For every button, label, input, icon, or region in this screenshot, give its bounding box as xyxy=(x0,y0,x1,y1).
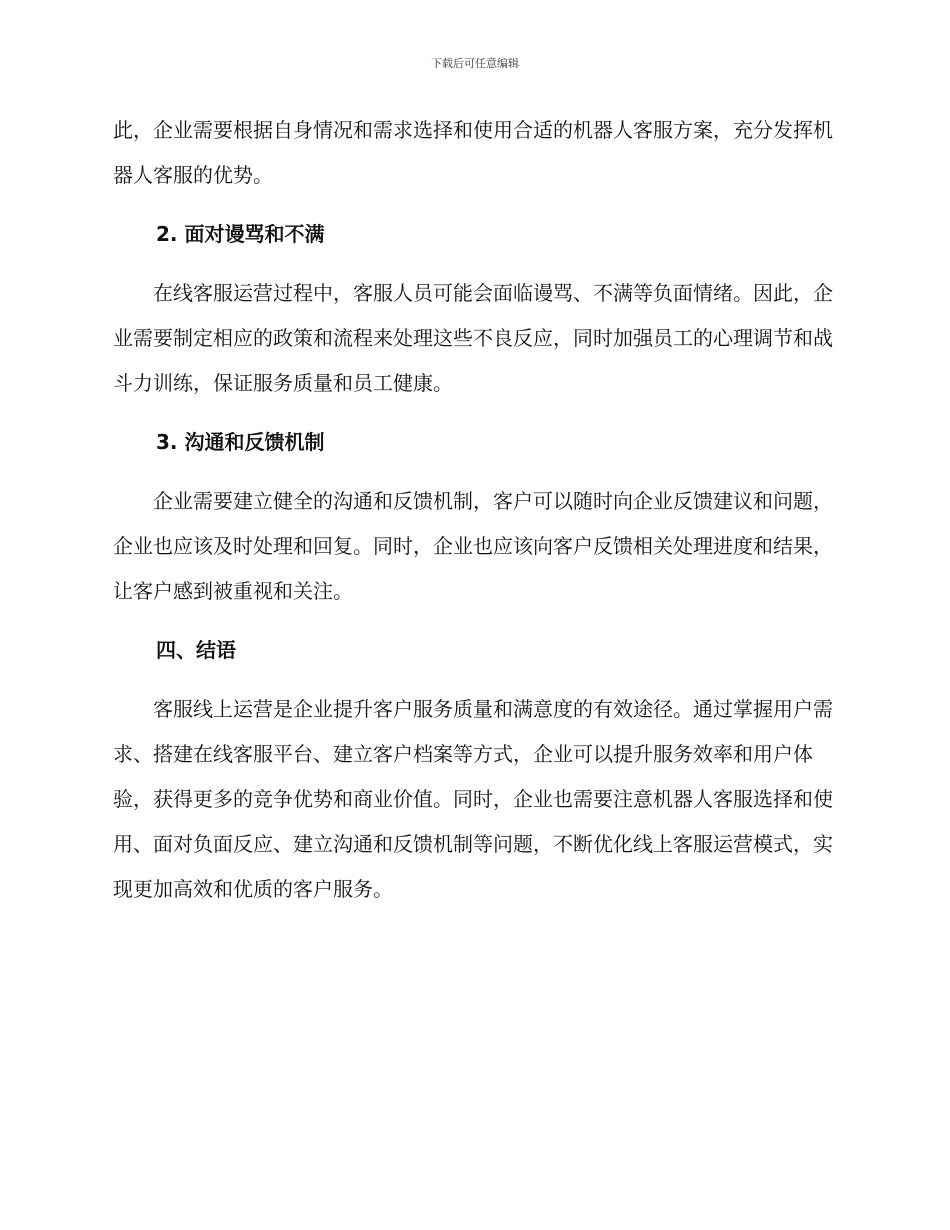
paragraph-abuse: 在线客服运营过程中，客服人员可能会面临谩骂、不满等负面情绪。因此，企业需要制定相应的政策和流程来处理这些不良反应，同时加强员工的心理调节和战斗力训练，保证服务质量和员工健康。 xyxy=(113,281,833,395)
document-body xyxy=(113,108,833,926)
paragraph-feedback: 企业需要建立健全的沟通和反馈机制，客户可以随时向企业反馈建议和问题，企业也应该及时处理和回复。同时，企业也应该向客户反馈相关处理进度和结果，让客户感到被重视和关注。 xyxy=(113,489,833,603)
paragraph-continuation: 此，企业需要根据自身情况和需求选择和使用合适的机器人客服方案，充分发挥机器人客服的优势。 xyxy=(113,118,833,187)
section-heading-conclusion: 四、结语 xyxy=(156,638,236,662)
page-header-note: 下载后可任意编辑 xyxy=(431,57,519,70)
section-heading-abuse: 2. 面对谩骂和不满 xyxy=(156,222,325,246)
section-heading-feedback: 3. 沟通和反馈机制 xyxy=(156,430,325,454)
paragraph-conclusion: 客服线上运营是企业提升客户服务质量和满意度的有效途径。通过掌握用户需求、搭建在线客服平台、建立客户档案等方式，企业可以提升服务效率和用户体验，获得更多的竞争优势和商业价值。同时，企业也需要注意机器人客服选择和使用、面对负面反应、建立沟通和反馈机制等问题，不断优化线上客服运营模式，实现更加高效和优质的客户服务。 xyxy=(113,697,833,901)
